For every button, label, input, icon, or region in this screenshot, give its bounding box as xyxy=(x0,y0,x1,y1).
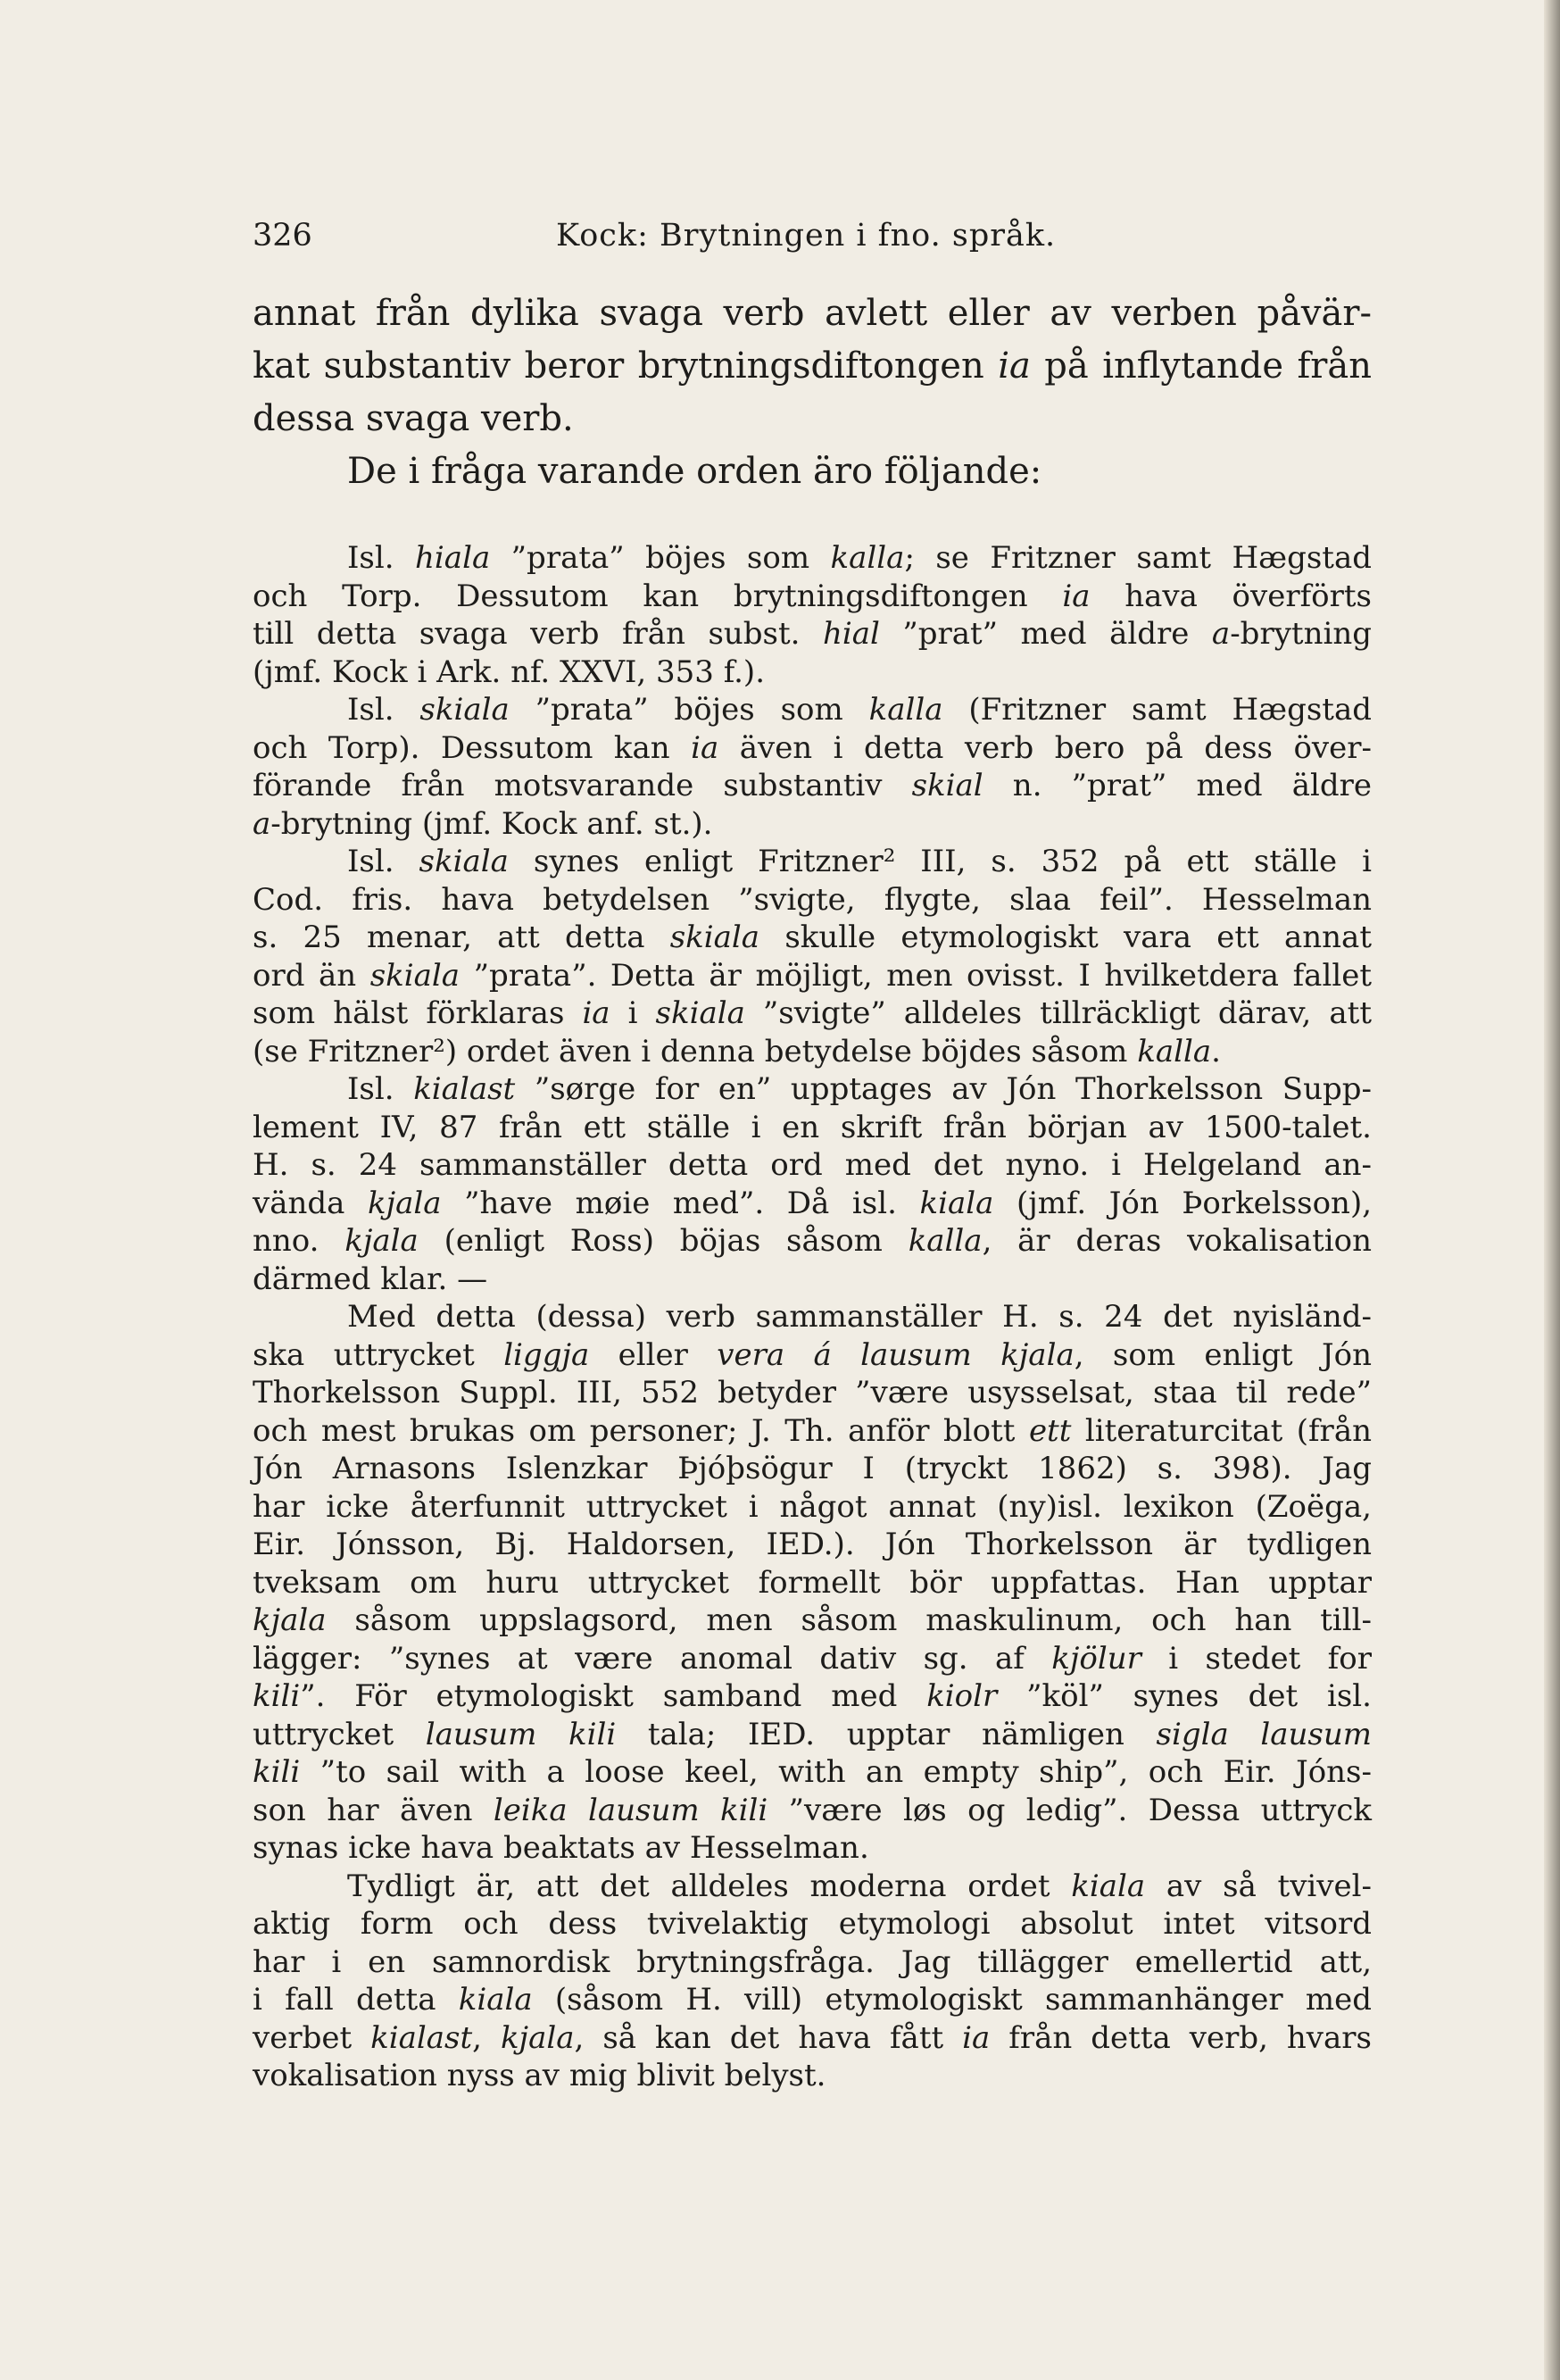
text-line: Eir. Jónsson, Bj. Haldorsen, IED.). Jón Thorkelsson är tydligen xyxy=(253,1527,1372,1562)
text-line: a-brytning (jmf. Kock anf. st.). xyxy=(253,805,713,842)
text-line: verbet kialast, kjala, så kan det hava fått ia från detta verb, hvars xyxy=(253,2019,1372,2056)
entry-kialast xyxy=(253,1070,1372,1298)
running-header xyxy=(253,218,1368,259)
entry-skiala-prata xyxy=(253,691,1372,843)
entry-skiala-svigte xyxy=(253,843,1372,1070)
text-line: kili ”to sail with a loose keel, with an empty ship”, och Eir. Jóns- xyxy=(253,1754,1372,1790)
entries-section xyxy=(253,539,1372,2095)
text-line: Tydligt är, att det alldeles moderna ordet kiala av så tvivel- xyxy=(347,1868,1372,1904)
text-line: och Torp. Dessutom kan brytningsdiftongen ia hava överförts xyxy=(253,578,1373,614)
text-line: kat substantiv beror brytningsdiftongen ia på inflytande från xyxy=(253,345,1372,387)
text-line: Jón Arnasons Islenzkar Þjóþsögur I (tryckt 1862) s. 398). Jag xyxy=(253,1451,1372,1486)
text-line: därmed klar. — xyxy=(253,1261,488,1297)
text-line: synas icke hava beaktats av Hesselman. xyxy=(253,1830,869,1866)
text-line: H. s. 24 sammanställer detta ord med det nyno. i Helgeland an- xyxy=(253,1147,1372,1183)
text-line: annat från dylika svaga verb avlett eller av verben påvär- xyxy=(253,293,1372,334)
paragraph-liggja xyxy=(253,1298,1372,1868)
text-line: s. 25 menar, att detta skiala skulle etymologiskt vara ett annat xyxy=(253,920,1372,955)
paragraph-conclusion xyxy=(253,1868,1372,2095)
text-line: dessa svaga verb. xyxy=(253,398,574,439)
text-line: i fall detta kiala (såsom H. vill) etymologiskt sammanhänger med xyxy=(253,1982,1373,2018)
text-line: lägger: ”synes at være anomal dativ sg. af kjölur i stedet for xyxy=(253,1640,1372,1677)
intro-paragraph xyxy=(253,287,1372,498)
text-line: vända kjala ”have møie med”. Då isl. kiala (jmf. Jón Þorkelsson), xyxy=(253,1185,1373,1221)
text-line: Med detta (dessa) verb sammanställer H. s. 24 det nyisländ- xyxy=(347,1299,1372,1335)
text-line: har i en samnordisk brytningsfråga. Jag tillägger emellertid att, xyxy=(253,1943,1372,1980)
running-title: Kock: Brytningen i fno. språk. xyxy=(556,218,1057,254)
text-line: Isl. skiala synes enligt Fritzner² III, s. 352 på ett ställe i xyxy=(347,844,1372,879)
text-line: Isl. hiala ”prata” böjes som kalla; se Fritzner samt Hægstad xyxy=(347,540,1372,576)
text-line: kjala såsom uppslagsord, men såsom maskulinum, och han till- xyxy=(253,1602,1372,1638)
text-line: (se Fritzner²) ordet även i denna betydelse böjdes såsom kalla. xyxy=(253,1033,1221,1069)
text-line: som hälst förklaras ia i skiala ”svigte” alldeles tillräckligt därav, att xyxy=(253,995,1372,1031)
text-line: har icke återfunnit uttrycket i något annat (ny)isl. lexikon (Zoëga, xyxy=(253,1488,1372,1525)
text-line: (jmf. Kock i Ark. nf. XXVI, 353 f.). xyxy=(253,653,765,690)
text-line: son har även leika lausum kili ”være løs og ledig”. Dessa uttryck xyxy=(253,1792,1372,1828)
text-line: Cod. fris. hava betydelsen ”svigte, flygte, slaa feil”. Hesselman xyxy=(253,881,1372,918)
text-line: och Torp). Dessutom kan ia även i detta verb bero på dess över- xyxy=(253,729,1372,766)
page-number: 326 xyxy=(253,218,312,254)
text-line: Isl. skiala ”prata” böjes som kalla (Fritzner samt Hægstad xyxy=(347,692,1372,728)
text-line: De i fråga varande orden äro följande: xyxy=(347,451,1042,492)
text-line: aktig form och dess tvivelaktig etymologi absolut intet vitsord xyxy=(253,1906,1372,1942)
text-line: till detta svaga verb från subst. hial ”prat” med äldre a-brytning xyxy=(253,616,1372,652)
text-line: Thorkelsson Suppl. III, 552 betyder ”være usysselsat, staa til rede” xyxy=(253,1375,1372,1411)
entry-hiala xyxy=(253,539,1372,691)
text-line: lement IV, 87 från ett ställe i en skrift från början av 1500-talet. xyxy=(253,1109,1372,1145)
text-line: ord än skiala ”prata”. Detta är möjligt, men ovisst. I hvilketdera fallet xyxy=(253,957,1372,994)
text-line: och mest brukas om personer; J. Th. anför blott ett literaturcitat (från xyxy=(253,1412,1372,1449)
text-line: förande från motsvarande substantiv skial n. ”prat” med äldre xyxy=(253,768,1373,803)
text-line: Isl. kialast ”sørge for en” upptages av Jón Thorkelsson Supp- xyxy=(347,1071,1372,1107)
text-line: uttrycket lausum kili tala; IED. upptar nämligen sigla lausum xyxy=(253,1716,1372,1752)
text-line: ska uttrycket liggja eller vera á lausum kjala, som enligt Jón xyxy=(253,1336,1372,1373)
page-edge-shadow xyxy=(1544,0,1560,2380)
text-line: nno. kjala (enligt Ross) böjas såsom kalla, är deras vokalisation xyxy=(253,1223,1372,1259)
text-line: vokalisation nyss av mig blivit belyst. xyxy=(253,2058,826,2093)
text-line: tveksam om huru uttrycket formellt bör uppfattas. Han upptar xyxy=(253,1564,1372,1601)
text-line: kili”. För etymologiskt samband med kiolr ”köl” synes det isl. xyxy=(253,1678,1372,1714)
